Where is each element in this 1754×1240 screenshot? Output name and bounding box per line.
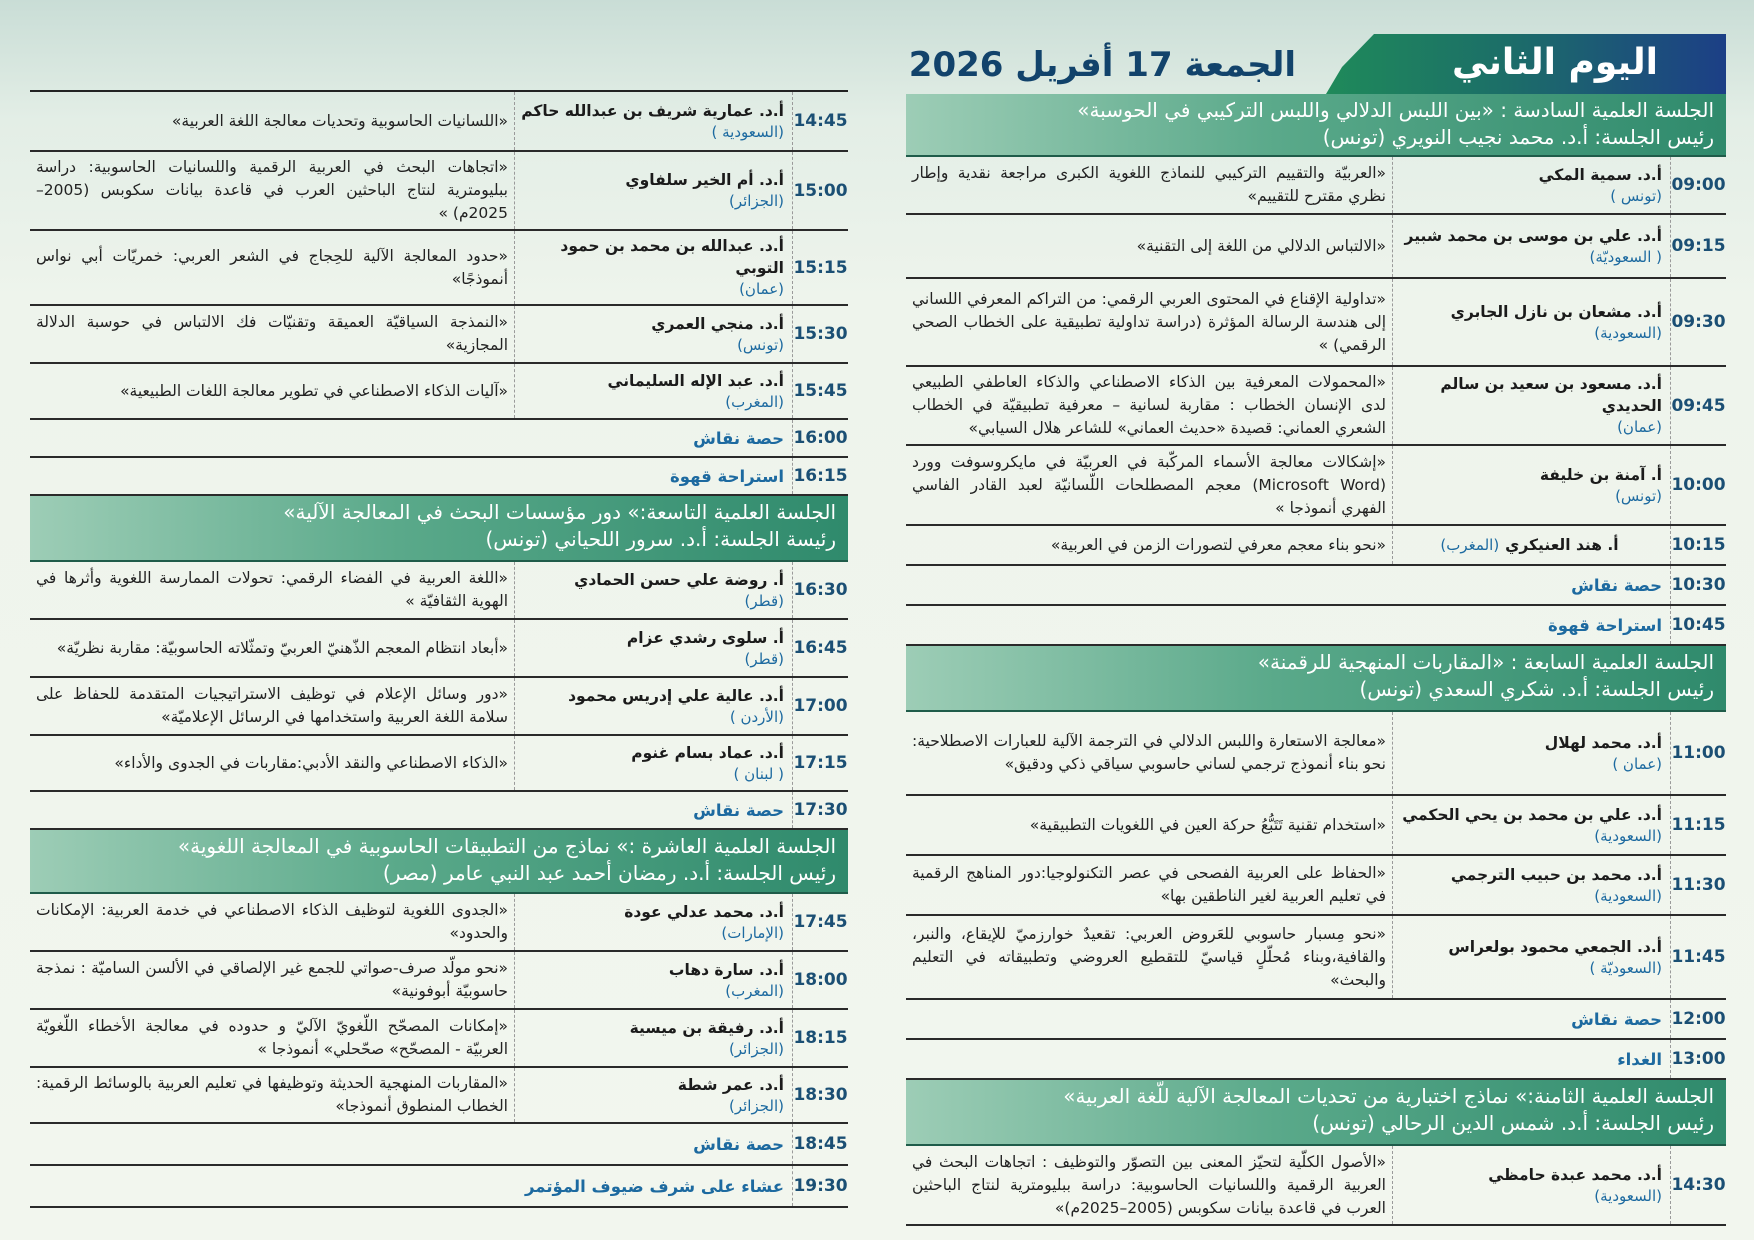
time-cell: 16:45 [792,620,848,676]
talk-title: «العربيّة والتقييم التركيبي للنماذج اللغوية الكبرى مراجعة نقدية وإطار نظري مقترح للتقييم» [912,164,1386,205]
speaker-cell [1392,215,1670,277]
talk-row [906,279,1726,367]
speaker-cell [514,1068,792,1122]
speaker-cell [514,306,792,362]
speaker-country: (الإمارات) [721,923,784,942]
session-chair: رئيس الجلسة: أ.د. رمضان أحمد عبد النبي عامر (مصر) [382,861,836,885]
speaker-country: (السعودية) [1594,886,1662,905]
session-header [30,830,848,894]
speaker-cell [1392,796,1670,854]
speaker-cell [1392,279,1670,365]
speaker-name: أ.د. عمارية شريف بن عبدالله حاكم [521,101,784,120]
speaker-country: (عمان) [1617,418,1662,436]
speaker-country: (الجزائر) [728,1039,784,1058]
speaker-name: أ.د. عبد الإله السليماني [607,371,784,390]
time-cell: 09:00 [1670,157,1726,213]
time-cell: 11:45 [1670,916,1726,998]
session-chair: رئيس الجلسة: أ.د. شمس الدين الرحالي (تونس) [1312,1111,1714,1135]
talk-row [30,231,848,306]
talk-title: «نحو مِسبار حاسوبي للعَروض العربي: تقعيدٌ خوارزميّ للإيقاع، والنبر، والقافية،وبناء مُحلّلٍ قياسيّ للتقطيع العروضي وتطبيقاته في التعليم والبحث» [912,924,1386,989]
speaker-cell [514,678,792,734]
talk-row [906,712,1726,796]
talk-row [30,894,848,952]
speaker-name: أ.د. مسعود بن سعيد بن سالم الحديدي [1440,375,1662,415]
time-cell: 12:00 [1670,1000,1726,1038]
speaker-country: (السعودية ) [711,122,784,141]
session-header [906,94,1726,157]
speaker-country: (قطر) [744,591,784,610]
speaker-name: أ. هند العنيكري [1505,536,1619,554]
talk-row [30,364,848,420]
talk-row [906,526,1726,566]
time-cell: 09:15 [1670,215,1726,277]
talk-title: «استخدام تقنية تَتَبُّعُ حركة العين في اللغويات التطبيقية» [1029,815,1386,834]
speaker-country: (المغرب) [725,392,784,411]
speaker-cell [514,152,792,229]
time-cell: 16:15 [792,458,848,494]
speaker-country: (السعوديّة ) [1589,958,1662,977]
speaker-country: (تونس ) [1610,186,1662,205]
time-cell: 11:00 [1670,712,1726,794]
speaker-name: أ.د. أم الخير سلفاوي [625,171,784,189]
speaker-name: أ.د. محمد عدلي عودة [624,902,784,921]
talk-row [906,215,1726,279]
speaker-country: (السعودية) [1594,323,1662,342]
break-row [906,1000,1726,1040]
speaker-name: أ. روضة علي حسن الحمادي [574,570,784,589]
speaker-name: أ. سلوى رشدي عزام [626,628,784,647]
speaker-name: أ.د. محمد لهلال [1544,733,1662,752]
day-title: اليوم الثاني [1451,42,1658,83]
time-cell: 14:30 [1670,1146,1726,1224]
time-cell: 10:45 [1670,606,1726,644]
speaker-cell [514,894,792,950]
speaker-name: أ.د. رفيقة بن ميسية [629,1018,784,1037]
speaker-name: أ. آمنة بن خليفة [1539,465,1662,484]
break-row [30,1124,848,1166]
talk-row [30,1068,848,1124]
speaker-cell [1392,1146,1670,1224]
break-label: حصة نقاش [1571,1009,1662,1029]
talk-title: «الأصول الكلّية لتحيّز المعنى بين التصوّر والتوظيف : اتجاهات البحث في العربية الرقمية واللسانيات الحاسوبية: دراسة ببليومترية لنتاج الباحثين العرب في قاعدة بيانات سكوبس (2005–2025م)» [912,1152,1386,1217]
time-cell: 16:30 [792,562,848,618]
time-cell: 11:30 [1670,856,1726,914]
time-cell: 14:45 [792,92,848,150]
speaker-country: (الجزائر) [728,1096,784,1115]
speaker-cell [514,231,792,304]
break-label: استراحة قهوة [1548,615,1662,635]
date-title: الجمعة 17 أفريل 2026 [908,45,1296,85]
time-cell: 19:30 [792,1166,848,1206]
speaker-cell [1392,526,1670,564]
speaker-country: ( لبنان ) [733,764,784,783]
time-cell: 15:00 [792,152,848,229]
talk-row [906,1146,1726,1226]
talk-row [30,952,848,1010]
talk-row [30,306,848,364]
speaker-name: أ.د. سمية المكي [1538,165,1662,184]
talk-row [906,916,1726,1000]
break-row [906,1040,1726,1080]
speaker-cell [1392,916,1670,998]
speaker-country: (السعودية) [1594,1186,1662,1205]
talk-title: «نحو مولّد صرف-صواتي للجمع غير الإلصاقي في الألسن الساميّة : نمذجة حاسوبيّة أبوفونية» [36,959,508,1000]
break-label: استراحة قهوة [670,466,784,486]
session-header [906,646,1726,712]
time-cell: 09:30 [1670,279,1726,365]
speaker-country: (المغرب) [1440,535,1500,554]
session-title: الجلسة العلمية الثامنة:» نماذج اختبارية من تحديات المعالجة الآلية للّغة العربية» [1063,1084,1714,1108]
speaker-country: (المغرب) [725,981,784,1000]
speaker-cell [1392,446,1670,524]
speaker-name: أ.د. عماد بسام غنوم [631,743,784,762]
speaker-name: أ.د. علي بن موسى بن محمد شبير [1404,226,1662,245]
speaker-name: أ.د. محمد بن حبيب الترجمي [1450,865,1662,884]
talk-title: «نحو بناء معجم معرفي لتصورات الزمن في العربية» [1050,535,1386,554]
speaker-name: أ.د. علي بن محمد بن يحي الحكمي [1402,805,1662,824]
talk-row [30,562,848,620]
session-header [906,1080,1726,1146]
talk-title: «المحمولات المعرفية بين الذكاء الاصطناعي والذكاء العاطفي الطبيعي لدى الإنسان الخطاب : مقاربة لسانية – معرفية تطبيقيّة في الخطاب الشعري العماني: قصيدة «حديث العماني» للشاعر هلال السيابي» [912,373,1386,437]
time-cell: 15:15 [792,231,848,304]
speaker-cell [514,364,792,418]
talk-title: «المقاربات المنهجية الحديثة وتوظيفها في تعليم العربية بالوسائط الرقمية: الخطاب المنطوق أنموذجا» [36,1074,508,1115]
time-cell: 16:00 [792,420,848,456]
talk-title: «تداولية الإقناع في المحتوى العربي الرقمي: من التراكم المعرفي اللساني إلى هندسة الرسالة المؤثرة (دراسة تداولية تطبيقية على الخطاب الصحي الرقمي) » [912,289,1386,354]
talk-title: «حدود المعالجة الآلية للحِجاج في الشعر العربي: خمريّات أبي نواس أنموذجًا» [36,246,508,288]
talk-title: «اتجاهات البحث في العربية الرقمية واللسانيات الحاسوبية: دراسة ببليومترية لنتاج الباحثين العرب في قاعدة بيانات سكوبس (2005–2025م) » [36,158,508,222]
talk-row [906,856,1726,916]
session-title: الجلسة العلمية السادسة : «بين اللبس الدلالي واللبس التركيبي في الحوسبة» [1077,98,1714,122]
talk-row [906,446,1726,526]
schedule-column-right [906,94,1726,1226]
speaker-country: (عمان) [739,280,784,298]
talk-title: «النمذجة السياقيّة العميقة وتقنيّات فك الالتباس في حوسبة الدلالة المجازية» [36,313,508,354]
time-cell: 18:30 [792,1068,848,1122]
speaker-country: ( السعوديّة) [1589,247,1662,266]
break-label: حصة نقاش [693,800,784,820]
time-cell: 18:15 [792,1010,848,1066]
time-cell: 17:00 [792,678,848,734]
speaker-name: أ.د. منجي العمري [651,314,784,333]
session-header [30,496,848,562]
speaker-country: (السعودية) [1594,826,1662,845]
speaker-name: أ.د. عالية علي إدريس محمود [568,686,784,705]
speaker-country: (قطر) [744,649,784,668]
time-cell: 15:30 [792,306,848,362]
speaker-country: (عمان ) [1612,754,1662,773]
speaker-cell [514,562,792,618]
speaker-name: أ.د. مشعان بن نازل الجابري [1450,302,1662,321]
talk-title: «معالجة الاستعارة واللبس الدلالي في الترجمة الآلية للعبارات الاصطلاحية: نحو بناء أنموذج ترجمي لساني حاسوبي سياقي ذكي ودقيق» [912,732,1386,773]
time-cell: 09:45 [1670,367,1726,444]
talk-row [906,367,1726,446]
talk-row [30,1010,848,1068]
talk-title: «إمكانات المصحّح اللّغويّ الآليّ و حدوده في معالجة الأخطاء اللّغويّة العربيّة - المصحّح» صحّحلي» أنموذجا » [36,1017,508,1058]
speaker-cell [514,952,792,1008]
break-row [30,792,848,830]
speaker-cell [514,736,792,790]
session-chair: رئيس الجلسة: أ.د. محمد نجيب النويري (تونس) [1322,125,1714,149]
talk-row [30,620,848,678]
time-cell: 18:00 [792,952,848,1008]
break-label: الغداء [1617,1049,1662,1069]
session-title: الجلسة العلمية التاسعة:» دور مؤسسات البحث في المعالجة الآلية» [283,500,836,524]
time-cell: 17:15 [792,736,848,790]
speaker-cell [1392,367,1670,444]
talk-title: «دور وسائل الإعلام في توظيف الاستراتيجيات المتقدمة للحفاظ على سلامة اللغة العربية واستخدامها في الرسائل الإعلاميّة» [36,685,508,726]
speaker-country: (الأردن ) [729,707,784,726]
time-cell: 11:15 [1670,796,1726,854]
time-cell: 13:00 [1670,1040,1726,1078]
session-chair: رئيسة الجلسة: أ.د. سرور اللحياني (تونس) [485,527,836,551]
break-row [30,458,848,496]
break-label: حصة نقاش [693,428,784,448]
talk-title: «الحفاظ على العربية الفصحى في عصر التكنولوجيا:دور المناهج الرقمية في تعليم العربية لغير الناطقين بها» [912,864,1386,905]
session-title: الجلسة العلمية العاشرة :» نماذج من التطبيقات الحاسوبية في المعالجة اللغوية» [177,834,836,858]
time-cell: 18:45 [792,1124,848,1164]
talk-title: «الذكاء الاصطناعي والنقد الأدبي:مقاربات في الجدوى والأداء» [114,753,508,772]
speaker-cell [514,92,792,150]
break-label: عشاء على شرف ضيوف المؤتمر [525,1176,784,1196]
talk-title: «اللغة العربية في الفضاء الرقمي: تحولات الممارسة اللغوية وأثرها في الهوية الثقافيّة » [36,569,508,610]
break-row [30,420,848,458]
speaker-country: (تونس) [737,335,784,354]
break-row [906,606,1726,646]
speaker-name: أ.د. سارة دهاب [668,960,784,979]
time-cell: 17:30 [792,792,848,828]
speaker-cell [1392,157,1670,213]
speaker-cell [514,1010,792,1066]
speaker-country: (الجزائر) [728,192,784,210]
speaker-cell [1392,712,1670,794]
talk-title: «إشكالات معالجة الأسماء المركّبة في العربيّة في مايكروسوفت وورد (Microsoft Word) معجم المصطلحات اللّسانيّة لعبد القادر الفاسي الفهري أنموذجا » [912,452,1387,517]
time-cell: 10:30 [1670,566,1726,604]
speaker-name: أ.د. الجمعي محمود بولعراس [1448,937,1662,956]
talk-row [30,92,848,152]
talk-title: «الالتباس الدلالي من اللغة إلى التقنية» [1136,236,1386,255]
talk-title: «أبعاد انتظام المعجم الذّهنيّ العربيّ وتمثّلاته الحاسوبيّة: مقاربة نظريّة» [56,638,508,657]
session-title: الجلسة العلمية السابعة : «المقاربات المنهجية للرقمنة» [1257,650,1714,674]
break-row [906,566,1726,606]
talk-row [906,796,1726,856]
speaker-name: أ.د. محمد عبدة حامظي [1488,1165,1662,1184]
break-label: حصة نقاش [693,1134,784,1154]
time-cell: 10:15 [1670,526,1726,564]
speaker-country: (تونس) [1615,486,1662,505]
speaker-name: أ.د. عمر شطة [677,1075,784,1094]
schedule-column-left [30,92,848,1208]
talk-row [30,678,848,736]
session-chair: رئيس الجلسة: أ.د. شكري السعدي (تونس) [1359,677,1714,701]
day-header [906,34,1726,94]
break-label: حصة نقاش [1571,575,1662,595]
talk-row [30,736,848,792]
time-cell: 17:45 [792,894,848,950]
break-row [30,1166,848,1208]
speaker-cell [514,620,792,676]
speaker-cell [1392,856,1670,914]
talk-row [906,157,1726,215]
speaker-name: أ.د. عبدالله بن محمد بن حمود التوبي [560,237,784,277]
talk-title: «آليات الذكاء الاصطناعي في تطوير معالجة اللغات الطبيعية» [120,381,508,400]
talk-title: «الجدوى اللغوية لتوظيف الذكاء الاصطناعي في خدمة العربية: الإمكانات والحدود» [36,901,508,942]
time-cell: 10:00 [1670,446,1726,524]
talk-title: «اللسانيات الحاسوبية وتحديات معالجة اللغة العربية» [171,111,508,130]
talk-row [30,152,848,231]
time-cell: 15:45 [792,364,848,418]
